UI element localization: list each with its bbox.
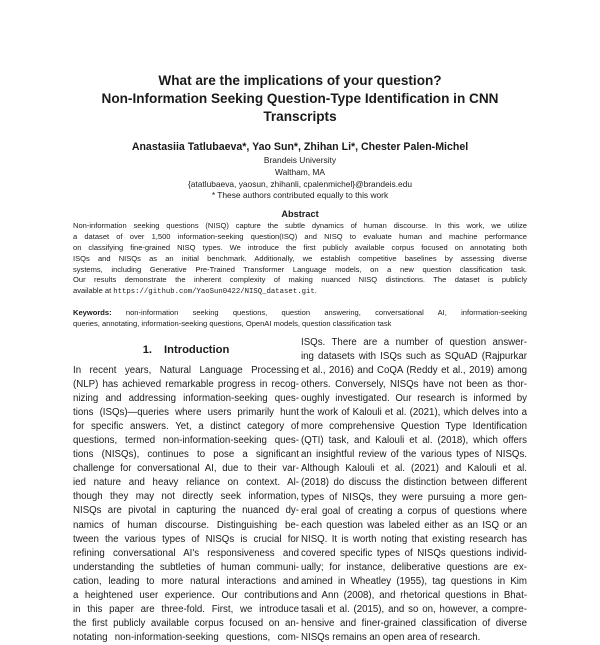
body-line: challenge for conversational AI, due to their var- (73, 463, 299, 475)
keywords-line (73, 308, 527, 319)
body-line: others. Conversely, NISQs have not been as thor- (301, 379, 527, 391)
body-line: NISQs are pivotal in capturing the nuanced dy- (73, 505, 299, 517)
abstract-line: Our results demonstrate the inherent complexity of making nuanced NISQ distinctions. The dataset is publicly (73, 275, 527, 285)
body-line: covered specific types of NISQs questions individ- (301, 547, 527, 559)
body-line: notating non-information-seeking questions, com- (73, 631, 299, 643)
body-line: questions, termed non-information-seeking ques- (73, 435, 299, 447)
body-line: tween the various types of NISQs is crucial for (73, 533, 299, 545)
body-line: in this paper are three-fold. First, we introduce (73, 603, 299, 615)
body-line: eral goal of creating a corpus of questions where (301, 505, 527, 517)
body-line: oughly investigated. Our research is informed by (301, 393, 527, 405)
paper-title (60, 72, 540, 126)
body-line: tions (NISQs), continues to pose a significant (73, 449, 299, 461)
body-line: namics of human discourse. Distinguishing be- (73, 519, 299, 531)
body-line: the first publicly available corpus focused on an- (73, 617, 299, 629)
abstract-period: . (314, 286, 317, 296)
keywords-block (73, 308, 527, 330)
body-line: types of NISQs, they were pursuing a more gen- (301, 491, 527, 503)
body-line: each question was labeled either as an ISQ or an (301, 519, 527, 531)
title-line: Non-Information Seeking Question-Type Identification in CNN (101, 91, 499, 106)
body-line: a heightened user experience. Our contributions (73, 589, 299, 601)
section-title: Introduction (164, 344, 230, 356)
body-line: Although Kalouli et al. (2021) and Kalouli et al. (301, 463, 527, 475)
abstract-line: on classifying fine-grained NISQ types. We introduce the first publicly available corpus focused on annotating both (73, 242, 527, 252)
body-line: nizing and addressing information-seeking ques- (73, 393, 299, 405)
body-line: an insightful review of the various types of NISQs. (301, 449, 527, 461)
body-line: ISQs. There are a number of question answer- (301, 337, 527, 348)
equal-contribution-note: * These authors contributed equally to this work (211, 190, 389, 201)
body-line: refining conversational AI's responsiveness and (73, 547, 299, 559)
abstract-line: systems, including Generative Pre-Trained Transformer Language models, on a new question classification task. (73, 264, 527, 274)
abstract-line: Non-information seeking questions (NISQ) capture the subtle dynamics of human discourse. In this work, we utilize (73, 221, 527, 230)
location: Waltham, MA (275, 166, 325, 177)
body-line: ually; for instance, deliberative questions are ex- (301, 561, 527, 573)
body-line: In recent years, Natural Language Processing (73, 365, 299, 376)
body-line: (QTI) task, and Kalouli et al. (2018), which offers (301, 435, 527, 447)
title-line: What are the implications of your question? (158, 73, 442, 88)
author-list: Anastasiia Tatlubaeva*, Yao Sun*, Zhihan Li*, Chester Palen-Michel (131, 141, 469, 153)
body-line: amined in Wheatley (1955), tag questions in Kim (301, 575, 527, 587)
body-line: ing datasets with ISQs such as SQuAD (Rajpurkar (301, 351, 527, 363)
title-line: Transcripts (263, 109, 337, 124)
abstract-line: ISQs and NISQs as an initial benchmark. Additionally, we establish competitive baselines by assessing diverse (73, 253, 527, 263)
section-heading-introduction (73, 343, 299, 357)
abstract-line (73, 286, 527, 297)
abstract-heading: Abstract (281, 209, 319, 219)
body-line: for specific answers. Yet, a distinct category of (73, 421, 299, 433)
body-line: tions (ISQs)—queries where users primarily hunt (73, 407, 299, 419)
body-line: ied nature and heavy reliance on context. Al- (73, 477, 299, 489)
body-line: more comprehensive Question Type Identification (301, 421, 527, 433)
abstract-line: a dataset of over 1,500 information-seeking question(ISQ) and NISQ to evaluate human and machine performance (73, 231, 527, 241)
keywords-line: queries, annotating, information-seeking questions, OpenAI models, question classification task (73, 318, 392, 328)
body-line: though they may not directly seek information, (73, 491, 299, 503)
institution: Brandeis University (263, 155, 337, 165)
body-line: NISQ. It is worth noting that existing research has (301, 533, 527, 545)
body-line: tasali et al. (2015), and so on, however, a compre- (301, 603, 527, 615)
dataset-url-link[interactable]: https://github.com/YaoSun0422/NISQ_dataset.git (113, 288, 315, 297)
author-emails: {atatlubaeva, yaosun, zhihanli, cpalenmichel}@brandeis.edu (187, 178, 413, 189)
keywords-label: Keywords: (73, 308, 112, 317)
section-number: 1. (142, 344, 153, 356)
body-line: understanding the subtleties of human communi- (73, 561, 299, 573)
body-line: and Ann (2008), and rhetorical questions in Bhat- (301, 589, 527, 601)
body-line: (2018) do discuss the distinction between different (301, 477, 527, 489)
affiliation-block (60, 155, 540, 202)
keywords-text: non-information seeking questions, question answering, conversational AI, information-seeking (111, 308, 527, 317)
intro-left-column (73, 364, 299, 645)
body-line: et al., 2016) and CoQA (Reddy et al., 2019) among (301, 365, 527, 377)
body-line: (NLP) has achieved remarkable progress in recog- (73, 379, 299, 391)
abstract-body (73, 221, 527, 297)
body-line: the work of Kalouli et al. (2021), which delves into a (301, 407, 527, 419)
intro-right-column (301, 336, 527, 645)
body-line: hensive and finer-grained classification of diverse (301, 617, 527, 629)
abstract-availability-text: available at (73, 286, 114, 296)
body-line: NISQs remains an open area of research. (301, 631, 481, 643)
body-line: cation, leading to more natural interactions and (73, 575, 299, 587)
